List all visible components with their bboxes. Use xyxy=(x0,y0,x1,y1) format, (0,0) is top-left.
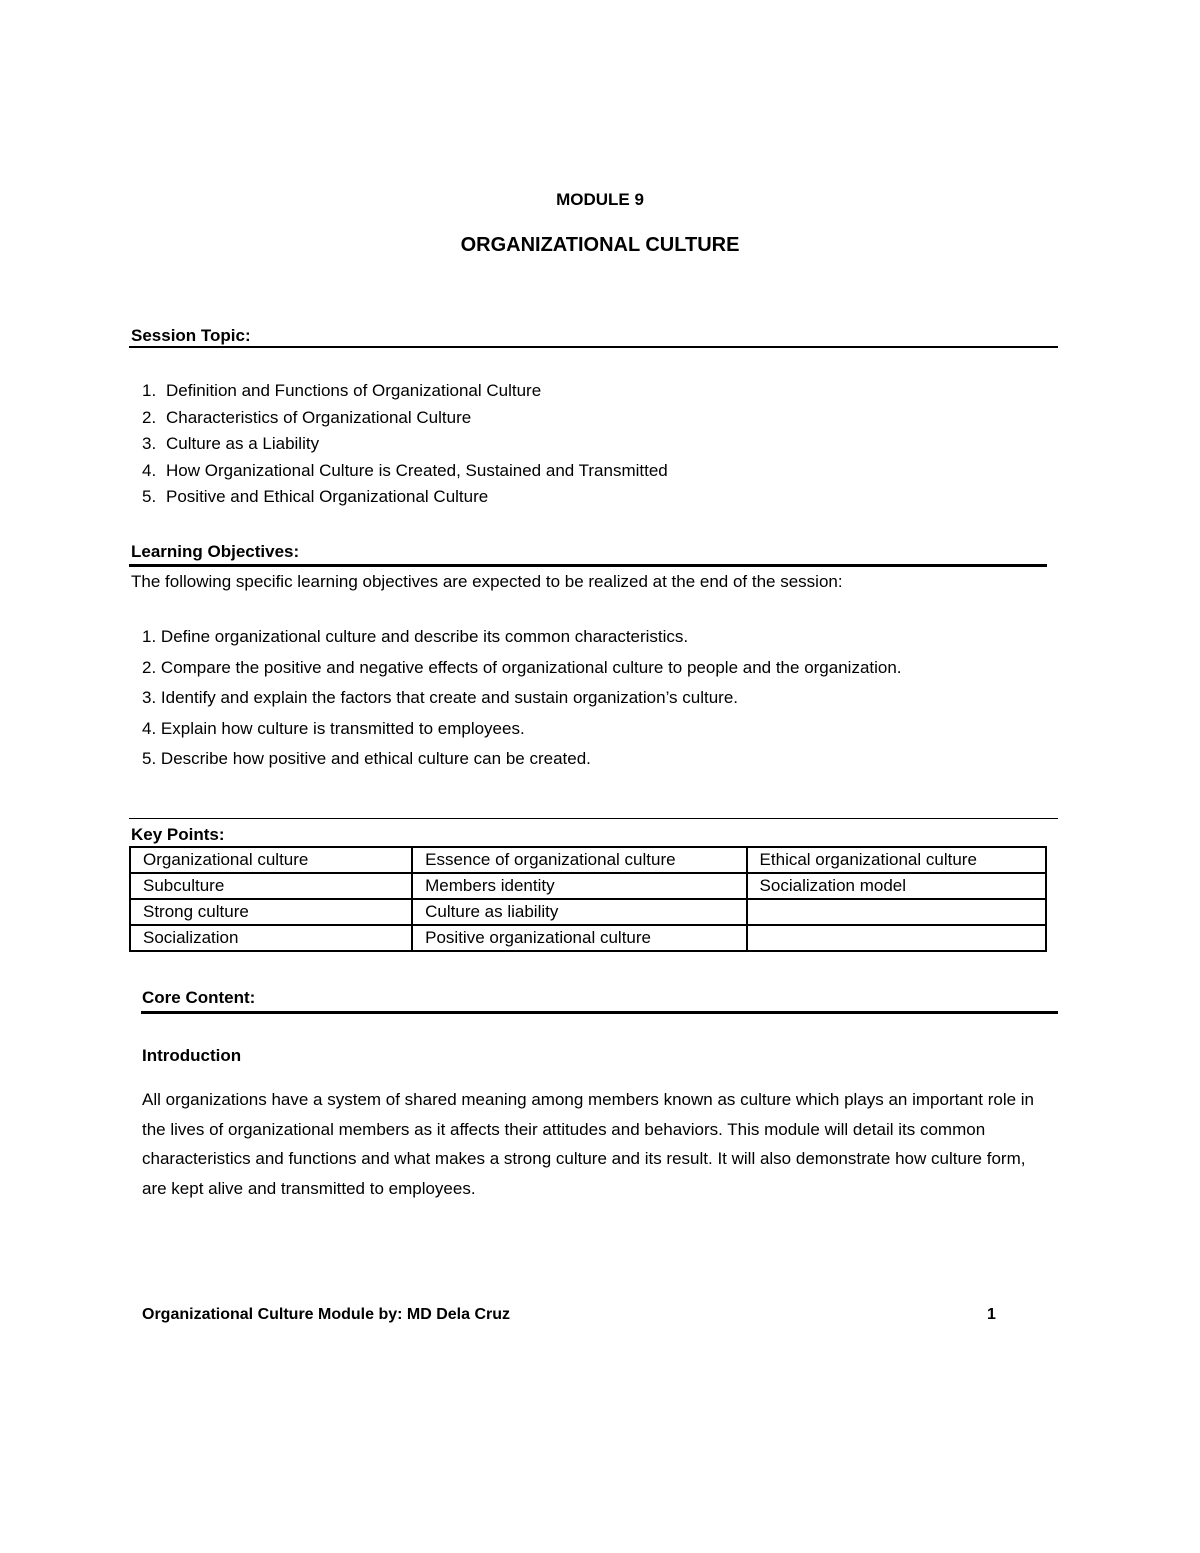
table-row xyxy=(130,899,1046,925)
session-topic-rule xyxy=(129,346,1058,348)
table-cell: Organizational culture xyxy=(130,847,412,873)
table-cell: Culture as liability xyxy=(412,899,746,925)
list-item: 4. How Organizational Culture is Created, Sustained and Transmitted xyxy=(142,460,668,480)
module-title: ORGANIZATIONAL CULTURE xyxy=(460,234,740,256)
table-cell: Members identity xyxy=(412,873,746,899)
table-cell: Ethical organizational culture xyxy=(747,847,1046,873)
list-item: 1. Define organizational culture and describe its common characteristics. xyxy=(142,627,689,646)
footer-text: Organizational Culture Module by: MD Dela Cruz xyxy=(142,1306,511,1323)
table-cell: Socialization xyxy=(130,925,412,951)
list-item: 5. Positive and Ethical Organizational Culture xyxy=(142,487,489,506)
table-cell: Positive organizational culture xyxy=(412,925,746,951)
table-cell: Socialization model xyxy=(747,873,1046,899)
introduction-heading: Introduction xyxy=(142,1046,242,1065)
table-row xyxy=(130,925,1046,951)
learning-objectives-list xyxy=(142,622,902,775)
learning-objectives-intro: The following specific learning objectives are expected to be realized at the end of the session: xyxy=(131,572,843,591)
key-points-heading: Key Points: xyxy=(131,825,225,844)
list-item: 3. Culture as a Liability xyxy=(142,434,320,453)
table-cell: Subculture xyxy=(130,873,412,899)
module-number: MODULE 9 xyxy=(556,190,644,209)
list-item: 2. Compare the positive and negative effects of organizational culture to people and the organization. xyxy=(142,657,902,677)
list-item: 2. Characteristics of Organizational Culture xyxy=(142,407,472,427)
core-content-rule xyxy=(141,1011,1058,1014)
list-item: 4. Explain how culture is transmitted to employees. xyxy=(142,718,525,738)
table-row xyxy=(130,873,1046,899)
session-topic-list xyxy=(142,378,668,511)
key-points-table xyxy=(129,846,1047,952)
learning-objectives-heading: Learning Objectives: xyxy=(131,542,300,561)
learning-objectives-rule xyxy=(129,564,1047,567)
table-cell: Strong culture xyxy=(130,899,412,925)
list-item: 3. Identify and explain the factors that create and sustain organization’s culture. xyxy=(142,688,739,707)
page-number: 1 xyxy=(987,1306,996,1323)
table-cell xyxy=(747,925,1046,951)
core-content-heading: Core Content: xyxy=(142,988,256,1007)
key-points-top-rule xyxy=(129,818,1058,819)
table-row xyxy=(130,847,1046,873)
table-cell xyxy=(747,899,1046,925)
list-item: 1. Definition and Functions of Organizational Culture xyxy=(142,381,542,400)
table-cell: Essence of organizational culture xyxy=(412,847,746,873)
list-item: 5. Describe how positive and ethical culture can be created. xyxy=(142,749,591,768)
introduction-paragraph: All organizations have a system of shared meaning among members known as culture which plays an important role in the lives of organizational members as it affects their attitudes and behaviors. This module will detail its common characteristics and functions and what makes a strong culture and its result. It will also demonstrate how culture form, are kept alive and transmitted to employees. xyxy=(142,1090,1035,1198)
session-topic-heading: Session Topic: xyxy=(131,326,251,345)
